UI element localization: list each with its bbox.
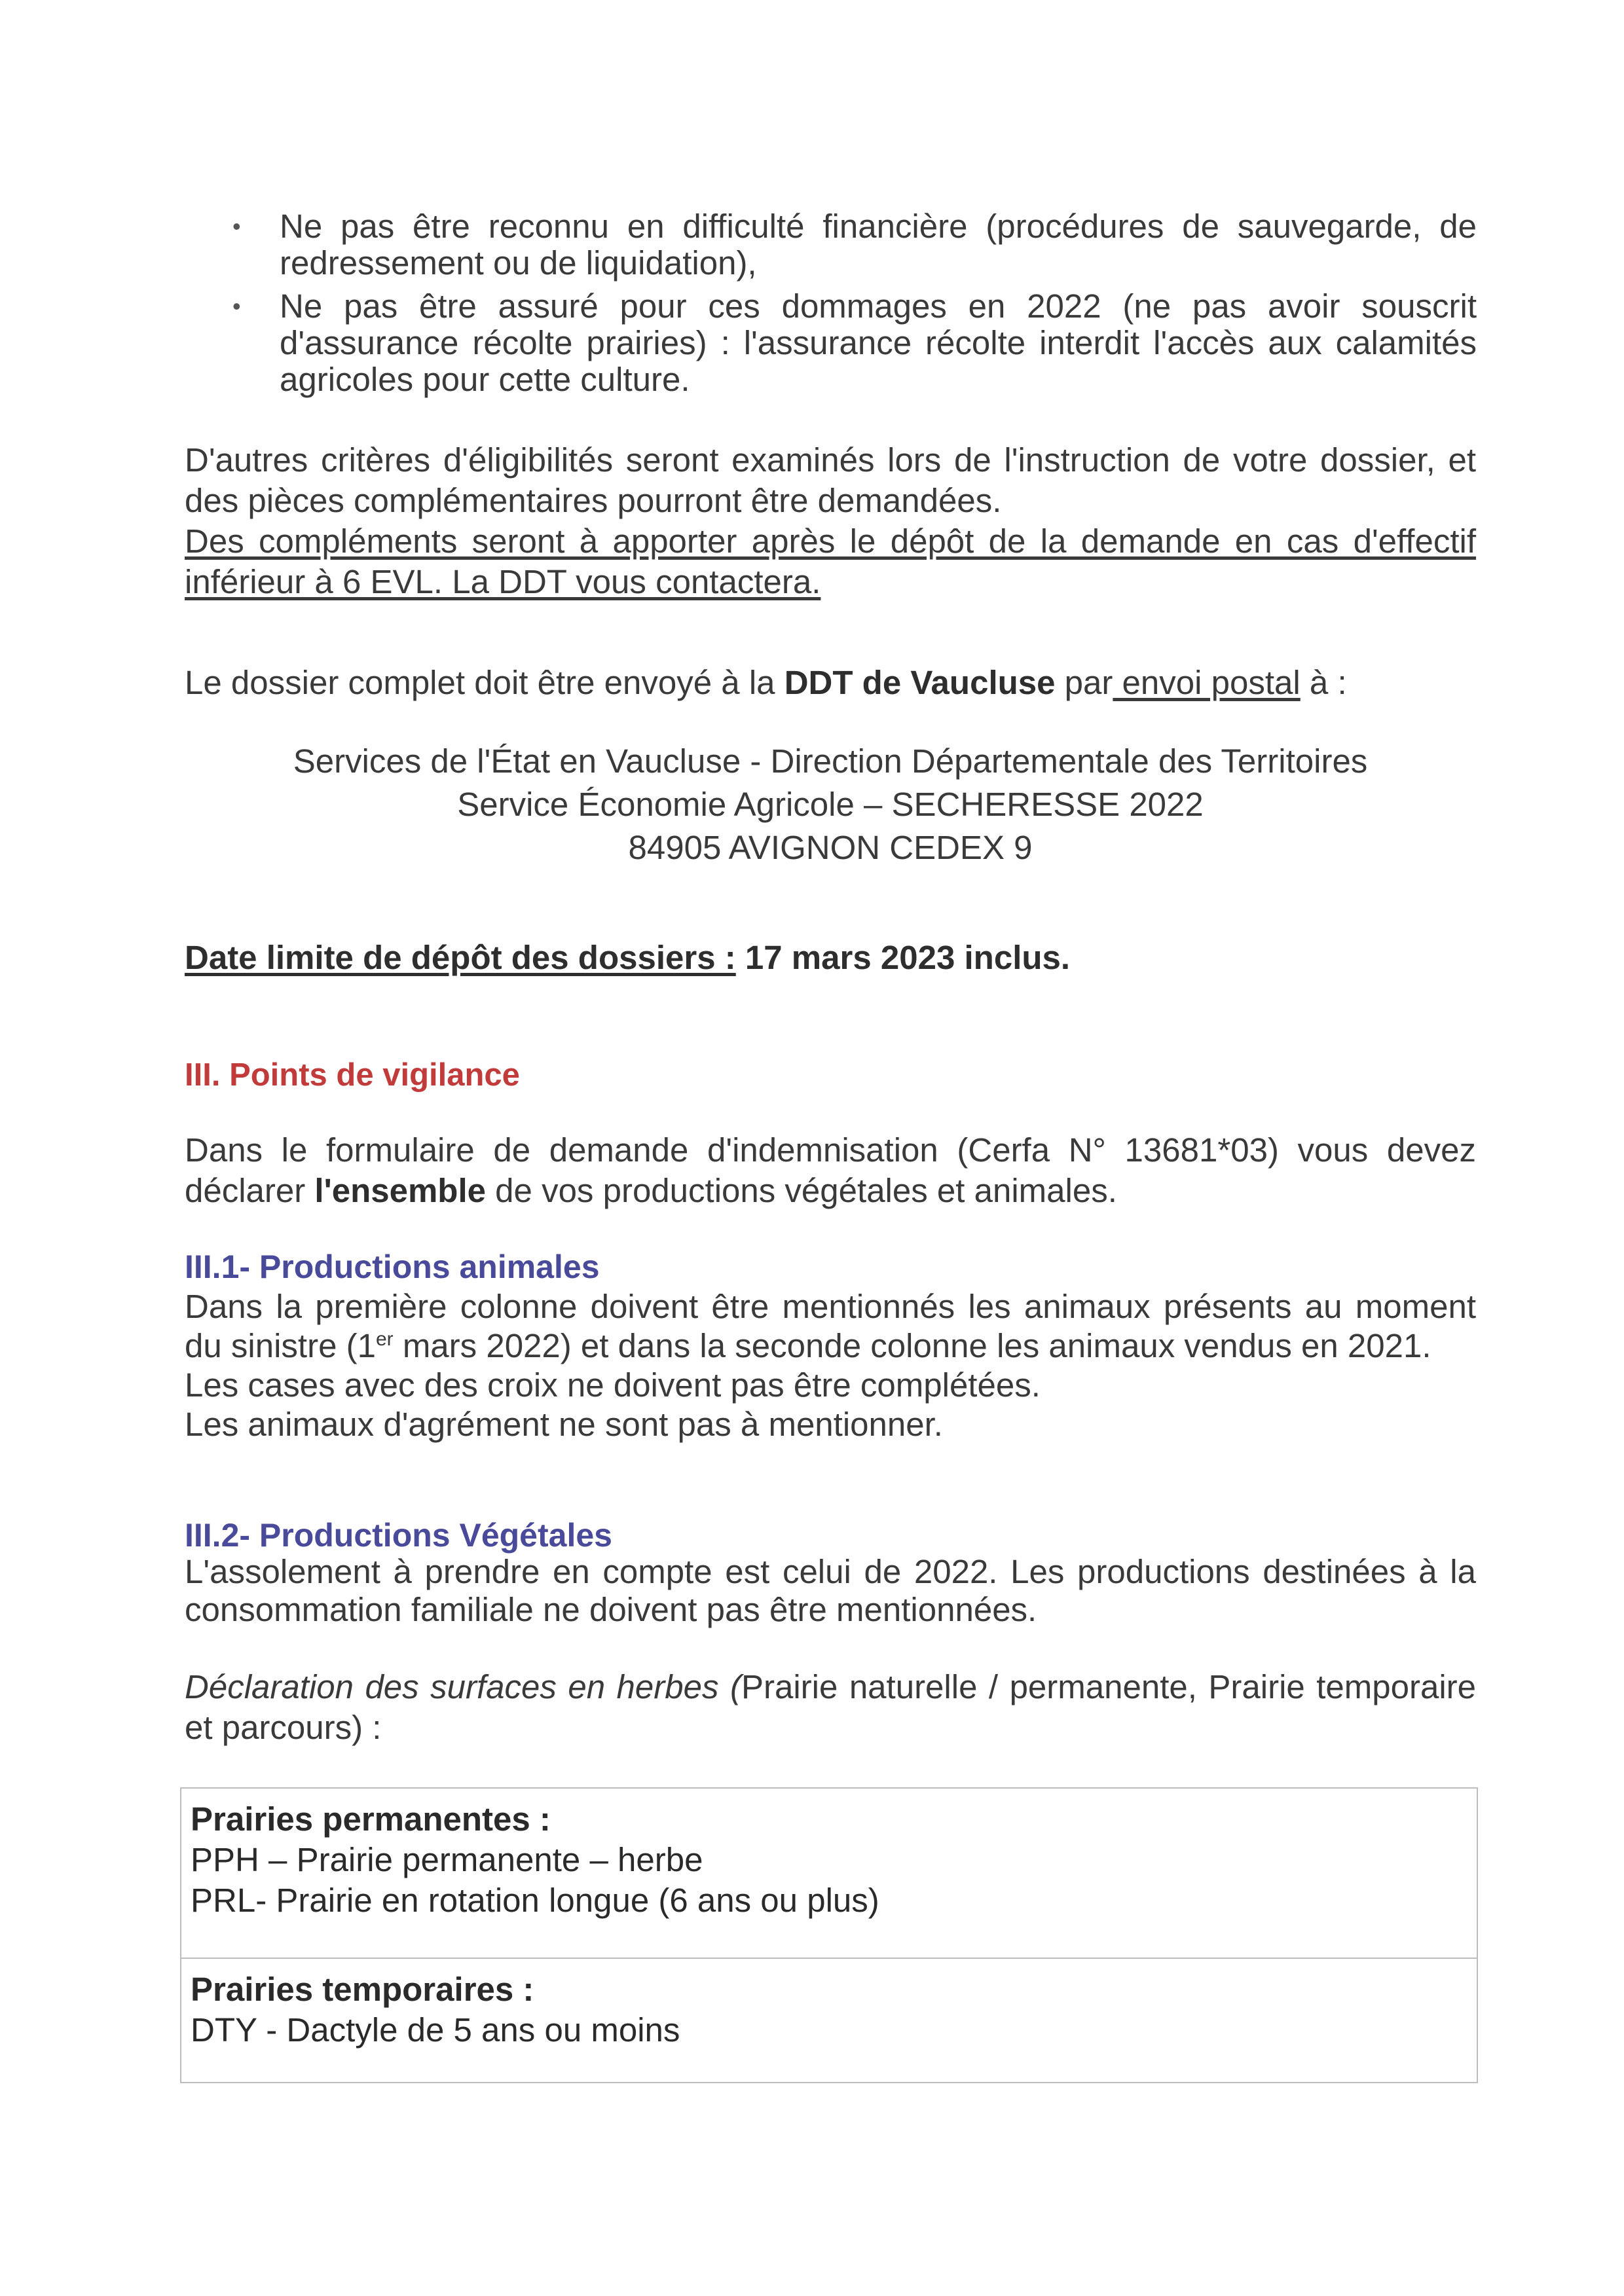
section-3-2-body: L'assolement à prendre en compte est celui de 2022. Les productions destinées à la consommation familiale ne doivent pas être mentionnées. — [185, 1553, 1476, 1628]
table-row — [181, 1958, 1477, 2082]
address-line: Services de l'État en Vaucluse - Direction Départementale des Territoires — [293, 742, 1368, 780]
bullet-item: • Ne pas être assuré pour ces dommages en 2022 (ne pas avoir souscrit d'assurance récolte prairies) : l'assurance récolte interdit l'accès aux calamités agricoles pour cette culture. — [232, 287, 1477, 398]
sending-paragraph: Le dossier complet doit être envoyé à la DDT de Vaucluse par envoi postal à : — [185, 664, 1347, 701]
section-3-1-body: Dans la première colonne doivent être mentionnés les animaux présents au moment du sinistre (1er mars 2022) et dans la seconde colonne les animaux vendus en 2021. Les cases avec des croix ne doivent pas être complétées. Les animaux d'agrément ne sont pas à mentionner. — [185, 1288, 1476, 1443]
sending-mode: envoi postal — [1113, 664, 1301, 701]
permanent-grassland-title: Prairies permanentes : — [191, 1800, 551, 1838]
postal-address — [185, 740, 1476, 869]
temporary-grassland-title: Prairies temporaires : — [191, 1971, 534, 2008]
grassland-code-item: PRL- Prairie en rotation longue (6 ans ou plus) — [191, 1882, 879, 1919]
table-row — [181, 1789, 1477, 1958]
grassland-code-item: PPH – Prairie permanente – herbe — [191, 1841, 703, 1878]
grassland-code-item: DTY - Dactyle de 5 ans ou moins — [191, 2011, 680, 2049]
deadline-value: 17 mars 2023 inclus. — [735, 939, 1071, 976]
section-3-heading: III. Points de vigilance — [185, 1057, 520, 1093]
bullet-item: • Ne pas être reconnu en difficulté financière (procédures de sauvegarde, de redressement ou de liquidation), — [232, 208, 1477, 282]
ddt-name: DDT de Vaucluse — [784, 664, 1056, 701]
bullet-icon: • — [232, 213, 241, 240]
bullet-icon: • — [232, 293, 241, 319]
grass-declaration-intro: Déclaration des surfaces en herbes (Prairie naturelle / permanente, Prairie temporaire et parcours) : — [185, 1668, 1477, 1746]
section-3-1-heading: III.1- Productions animales — [185, 1248, 600, 1285]
section-3-2-heading: III.2- Productions Végétales — [185, 1517, 612, 1554]
eligibility-bullet-list — [232, 208, 1477, 405]
eligibility-underlined-note: Des compléments seront à apporter après le dépôt de la demande en cas d'effectif inférieur à 6 EVL. La DDT vous contactera. — [185, 522, 1476, 600]
grassland-codes-table — [180, 1787, 1478, 2083]
section-3-intro: Dans le formulaire de demande d'indemnisation (Cerfa N° 13681*03) vous devez déclarer l'ensemble de vos productions végétales et animales. — [185, 1131, 1476, 1209]
deadline-label: Date limite de dépôt des dossiers : — [185, 939, 736, 976]
address-line: Service Économie Agricole – SECHERESSE 2022 — [457, 786, 1204, 823]
address-line: 84905 AVIGNON CEDEX 9 — [628, 829, 1033, 866]
eligibility-paragraph: D'autres critères d'éligibilités seront examinés lors de l'instruction de votre dossier, et des pièces complémentaires pourront être demandées. Des compléments seront à apporter après le dépôt de la demande en cas d'effectif inférieur à 6 EVL. La DDT vous contactera. — [185, 441, 1476, 600]
deadline — [185, 938, 1476, 978]
